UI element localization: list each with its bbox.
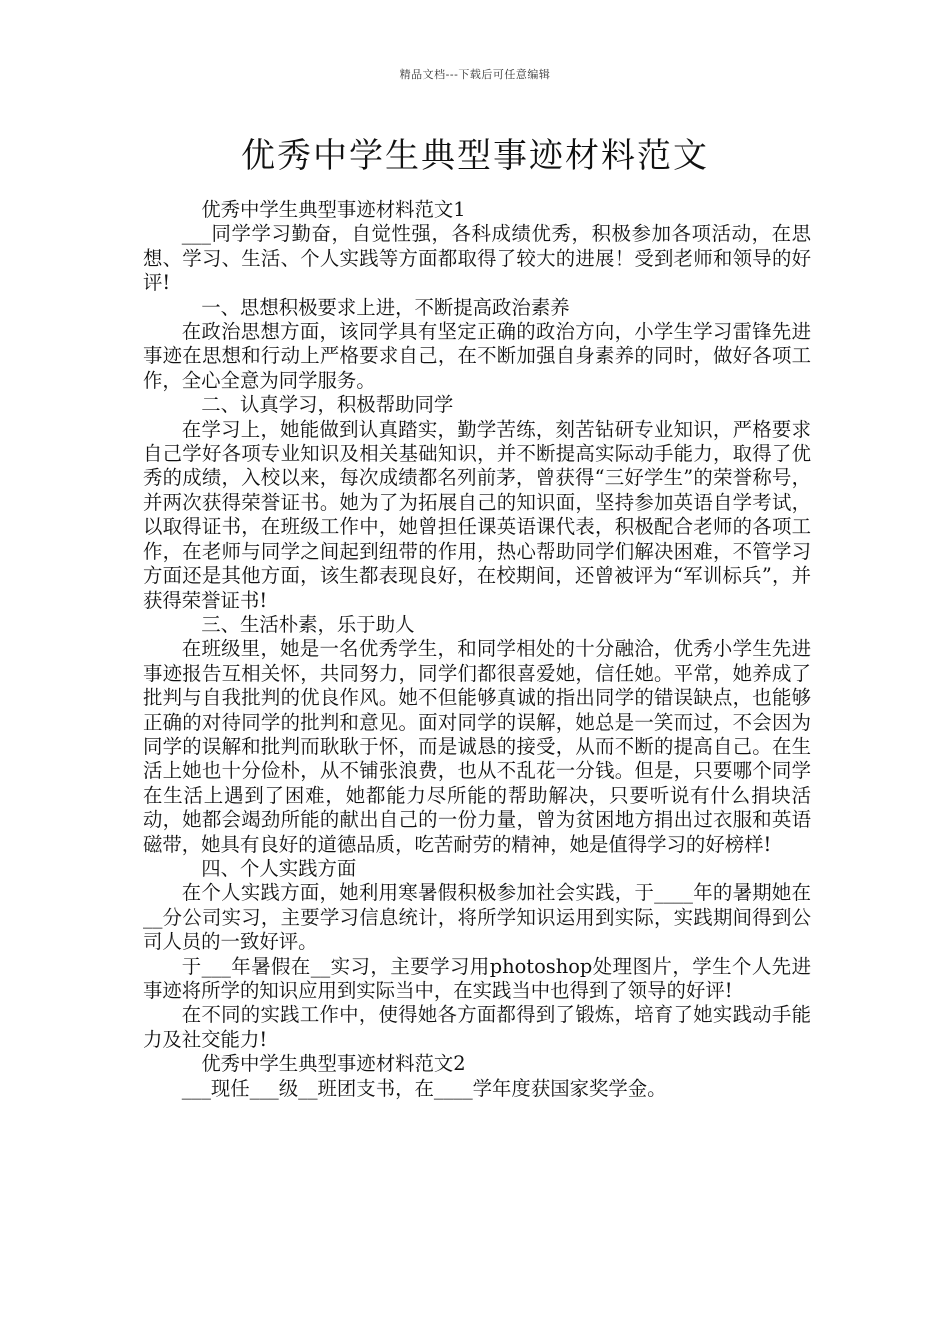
paragraph-practice-1: 在个人实践方面，她利用寒暑假积极参加社会实践，于____年的暑期她在__分公司实习，主要学习信息统计，将所学知识运用到实际，实践期间得到公司人员的一致好评。 [143, 881, 811, 954]
paragraph-practice-3: 在不同的实践工作中，使得她各方面都得到了锻炼，培育了她实践动手能力及社交能力! [143, 1003, 811, 1051]
section-heading-life: 三、生活朴素，乐于助人 [201, 612, 415, 636]
paragraph-study: 在学习上，她能做到认真踏实，勤学苦练，刻苦钻研专业知识，严格要求自己学好各项专业知识及相关基础知识，并不断提高实际动手能力，取得了优秀的成绩，入校以来，每次成绩都名列前茅，曾获得“三好学生”的荣誉称号，并两次获得荣誉证书。她为了为拓展自己的知识面，坚持参加英语自学考试，以取得证书，在班级工作中，她曾担任课英语课代表，积极配合老师的各项工作，在老师与同学之间起到纽带的作用，热心帮助同学们解决困难，不管学习方面还是其他方面，该生都表现良好，在校期间，还曾被评为“军训标兵”，并获得荣誉证书! [143, 417, 811, 612]
document-title: 优秀中学生典型事迹材料范文 [241, 136, 709, 176]
paragraph-intro: ___同学学习勤奋，自觉性强，各科成绩优秀，积极参加各项活动，在思想、学习、生活、个人实践等方面都取得了较大的进展！受到老师和领导的好评! [143, 222, 811, 295]
header-note: 精品文档---下载后可任意编辑 [399, 68, 551, 81]
section-heading-study: 二、认真学习，积极帮助同学 [201, 393, 454, 417]
section-heading-practice: 四、个人实践方面 [201, 856, 357, 880]
paragraph-ideology: 在政治思想方面，该同学具有坚定正确的政治方向，小学生学习雷锋先进事迹在思想和行动上严格要求自己，在不断加强自身素养的同时，做好各项工作，全心全意为同学服务。 [143, 320, 811, 392]
paragraph-sample-2: ___现任___级__班团支书，在____学年度获国家奖学金。 [181, 1076, 667, 1100]
section-heading-sample-2: 优秀中学生典型事迹材料范文2 [201, 1052, 466, 1076]
paragraph-practice-2: 于___年暑假在__实习，主要学习用photoshop处理图片，学生个人先进事迹将所学的知识应用到实际当中，在实践当中也得到了领导的好评! [143, 954, 811, 1002]
section-heading-sample-1: 优秀中学生典型事迹材料范文1 [201, 198, 466, 221]
document-body [143, 198, 811, 1101]
section-heading-ideology: 一、思想积极要求上进，不断提高政治素养 [201, 295, 570, 319]
paragraph-life: 在班级里，她是一名优秀学生，和同学相处的十分融洽，优秀小学生先进事迹报告互相关怀，共同努力，同学们都很喜爱她，信任她。平常，她养成了批判与自我批判的优良作风。她不但能够真诚的指出同学的错误缺点，也能够正确的对待同学的批判和意见。面对同学的误解，她总是一笑而过，不会因为同学的误解和批判而耿耿于怀，而是诚恳的接受，从而不断的提高自己。在生活上她也十分俭朴，从不铺张浪费，也从不乱花一分钱。但是，只要哪个同学在生活上遇到了困难，她都能力尽所能的帮助解决，只要听说有什么捐块活动，她都会竭劲所能的献出自己的一份力量，曾为贫困地方捐出过衣服和英语磁带，她具有良好的道德品质，吃苦耐劳的精神，她是值得学习的好榜样! [143, 637, 811, 856]
